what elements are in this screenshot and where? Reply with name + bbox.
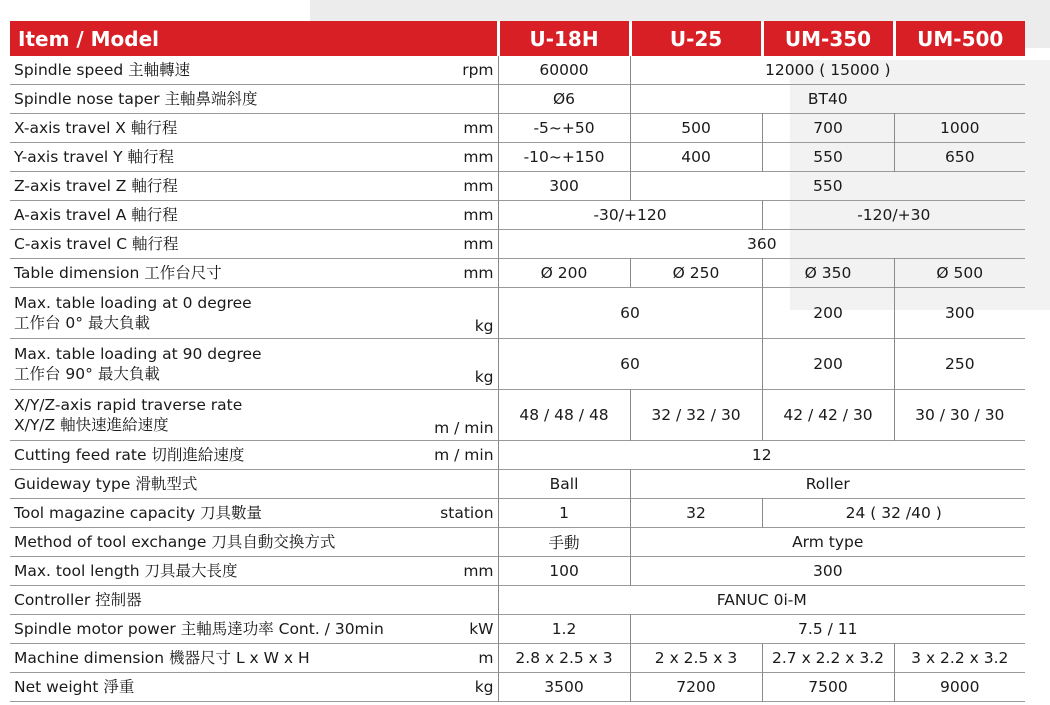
row-unit: mm	[463, 562, 494, 580]
table-row	[10, 230, 1025, 259]
value-cell: Ø 500	[894, 259, 1025, 288]
row-label-text: Spindle speed 主軸轉速	[14, 61, 191, 79]
value-cell: 手動	[498, 528, 630, 557]
row-label	[10, 85, 412, 114]
row-unit: m / min	[434, 446, 494, 464]
table-row	[10, 615, 1025, 644]
table-row	[10, 586, 1025, 615]
value-cell: 250	[894, 339, 1025, 390]
value-cell: 300	[630, 557, 1025, 586]
table-row	[10, 288, 1025, 339]
header-model-u18h: U-18H	[498, 21, 630, 56]
row-label-text: Max. table loading at 90 degree	[14, 345, 262, 363]
row-label-text: Max. table loading at 0 degree	[14, 294, 252, 312]
value-cell: 650	[894, 143, 1025, 172]
row-label-text: Y-axis travel Y 軸行程	[14, 148, 174, 166]
row-label	[10, 644, 412, 673]
row-unit: mm	[463, 177, 494, 195]
value-cell: -30/+120	[498, 201, 762, 230]
value-cell: 7.5 / 11	[630, 615, 1025, 644]
row-unit: kg	[474, 678, 494, 696]
value-cell: Arm type	[630, 528, 1025, 557]
table-row	[10, 259, 1025, 288]
row-label	[10, 615, 412, 644]
row-label	[10, 56, 412, 85]
table-row	[10, 56, 1025, 85]
header-item-model: Item / Model	[10, 21, 498, 56]
table-row	[10, 143, 1025, 172]
value-cell: 42 / 42 / 30	[762, 390, 894, 441]
row-label-text: Spindle nose taper 主軸鼻端斜度	[14, 90, 258, 108]
value-cell: 60	[498, 288, 762, 339]
value-cell: 400	[630, 143, 762, 172]
value-cell: Ø 200	[498, 259, 630, 288]
value-cell: 550	[630, 172, 1025, 201]
row-label-text-zh: 工作台 0° 最大負載	[14, 314, 150, 332]
row-label-text: Table dimension 工作台尺寸	[14, 264, 222, 282]
row-unit: kg	[474, 317, 494, 335]
row-unit	[412, 85, 498, 114]
row-label	[10, 586, 412, 615]
value-cell: -10~+150	[498, 143, 630, 172]
value-cell: 24 ( 32 /40 )	[762, 499, 1025, 528]
value-cell: 48 / 48 / 48	[498, 390, 630, 441]
row-unit: m / min	[434, 419, 494, 437]
row-label	[10, 339, 412, 390]
table-row	[10, 499, 1025, 528]
table-row	[10, 339, 1025, 390]
row-label	[10, 259, 412, 288]
value-cell: 32 / 32 / 30	[630, 390, 762, 441]
value-cell: -120/+30	[762, 201, 1025, 230]
table-row	[10, 470, 1025, 499]
value-cell: 30 / 30 / 30	[894, 390, 1025, 441]
row-unit: mm	[463, 148, 494, 166]
row-label	[10, 201, 412, 230]
row-label-text: X-axis travel X 軸行程	[14, 119, 178, 137]
value-cell: 7200	[630, 673, 762, 702]
table-row	[10, 528, 1025, 557]
value-cell: 300	[894, 288, 1025, 339]
row-label-text: Tool magazine capacity 刀具數量	[14, 504, 263, 522]
row-unit	[412, 528, 498, 557]
row-label-text: Cutting feed rate 切削進給速度	[14, 446, 245, 464]
row-label	[10, 528, 412, 557]
table-row	[10, 201, 1025, 230]
value-cell: Ø 350	[762, 259, 894, 288]
value-cell: 2.7 x 2.2 x 3.2	[762, 644, 894, 673]
table-row	[10, 172, 1025, 201]
value-cell: Ball	[498, 470, 630, 499]
row-label-text: Net weight 淨重	[14, 678, 135, 696]
row-label	[10, 114, 412, 143]
value-cell: 3500	[498, 673, 630, 702]
row-label-text: Controller 控制器	[14, 591, 142, 609]
value-cell: 3 x 2.2 x 3.2	[894, 644, 1025, 673]
value-cell: 1.2	[498, 615, 630, 644]
value-cell: 1	[498, 499, 630, 528]
table-row	[10, 644, 1025, 673]
table-row	[10, 673, 1025, 702]
value-cell: 300	[498, 172, 630, 201]
table-row	[10, 441, 1025, 470]
row-label-text: X/Y/Z-axis rapid traverse rate	[14, 396, 243, 414]
row-label	[10, 230, 412, 259]
row-unit: mm	[463, 235, 494, 253]
value-cell: 32	[630, 499, 762, 528]
value-cell: 1000	[894, 114, 1025, 143]
spec-table-body	[10, 56, 1025, 702]
value-cell: 100	[498, 557, 630, 586]
row-unit: kW	[469, 620, 494, 638]
row-label-text: Guideway type 滑軌型式	[14, 475, 198, 493]
value-cell: 12	[498, 441, 1025, 470]
table-row	[10, 390, 1025, 441]
value-cell: FANUC 0i-M	[498, 586, 1025, 615]
row-label-text: Max. tool length 刀具最大長度	[14, 562, 238, 580]
row-label-text-zh: 工作台 90° 最大負載	[14, 365, 160, 383]
header-model-um500: UM-500	[894, 21, 1025, 56]
value-cell: 2 x 2.5 x 3	[630, 644, 762, 673]
row-label-text: A-axis travel A 軸行程	[14, 206, 178, 224]
row-unit	[412, 586, 498, 615]
row-unit: kg	[474, 368, 494, 386]
row-label	[10, 143, 412, 172]
table-row	[10, 85, 1025, 114]
row-unit: m	[478, 649, 494, 667]
row-label-text: C-axis travel C 軸行程	[14, 235, 179, 253]
value-cell: 550	[762, 143, 894, 172]
value-cell: 360	[498, 230, 1025, 259]
value-cell: 9000	[894, 673, 1025, 702]
row-label	[10, 390, 412, 441]
row-label-text: Z-axis travel Z 軸行程	[14, 177, 178, 195]
row-label	[10, 557, 412, 586]
row-label-text-zh: X/Y/Z 軸快速進給速度	[14, 416, 169, 434]
table-row	[10, 114, 1025, 143]
value-cell: Ø6	[498, 85, 630, 114]
value-cell: 7500	[762, 673, 894, 702]
row-label	[10, 673, 412, 702]
row-label-text: Machine dimension 機器尺寸 L x W x H	[14, 649, 310, 667]
header-model-um350: UM-350	[762, 21, 894, 56]
value-cell: 12000 ( 15000 )	[630, 56, 1025, 85]
value-cell: 200	[762, 288, 894, 339]
table-row	[10, 557, 1025, 586]
value-cell: 2.8 x 2.5 x 3	[498, 644, 630, 673]
value-cell: Ø 250	[630, 259, 762, 288]
row-label	[10, 470, 412, 499]
row-unit: mm	[463, 119, 494, 137]
row-unit	[412, 470, 498, 499]
row-label	[10, 288, 412, 339]
row-label	[10, 441, 412, 470]
row-unit: mm	[463, 206, 494, 224]
value-cell: BT40	[630, 85, 1025, 114]
row-label	[10, 499, 412, 528]
row-unit: mm	[463, 264, 494, 282]
value-cell: 200	[762, 339, 894, 390]
row-label-text: Method of tool exchange 刀具自動交換方式	[14, 533, 336, 551]
value-cell: -5~+50	[498, 114, 630, 143]
row-unit: station	[440, 504, 494, 522]
row-label	[10, 172, 412, 201]
value-cell: 500	[630, 114, 762, 143]
value-cell: 700	[762, 114, 894, 143]
header-model-u25: U-25	[630, 21, 762, 56]
spec-table-header	[10, 21, 1025, 56]
value-cell: Roller	[630, 470, 1025, 499]
row-label-text: Spindle motor power 主軸馬達功率 Cont. / 30min	[14, 620, 384, 638]
row-unit: rpm	[462, 61, 494, 79]
value-cell: 60000	[498, 56, 630, 85]
value-cell: 60	[498, 339, 762, 390]
spec-table	[10, 21, 1025, 702]
